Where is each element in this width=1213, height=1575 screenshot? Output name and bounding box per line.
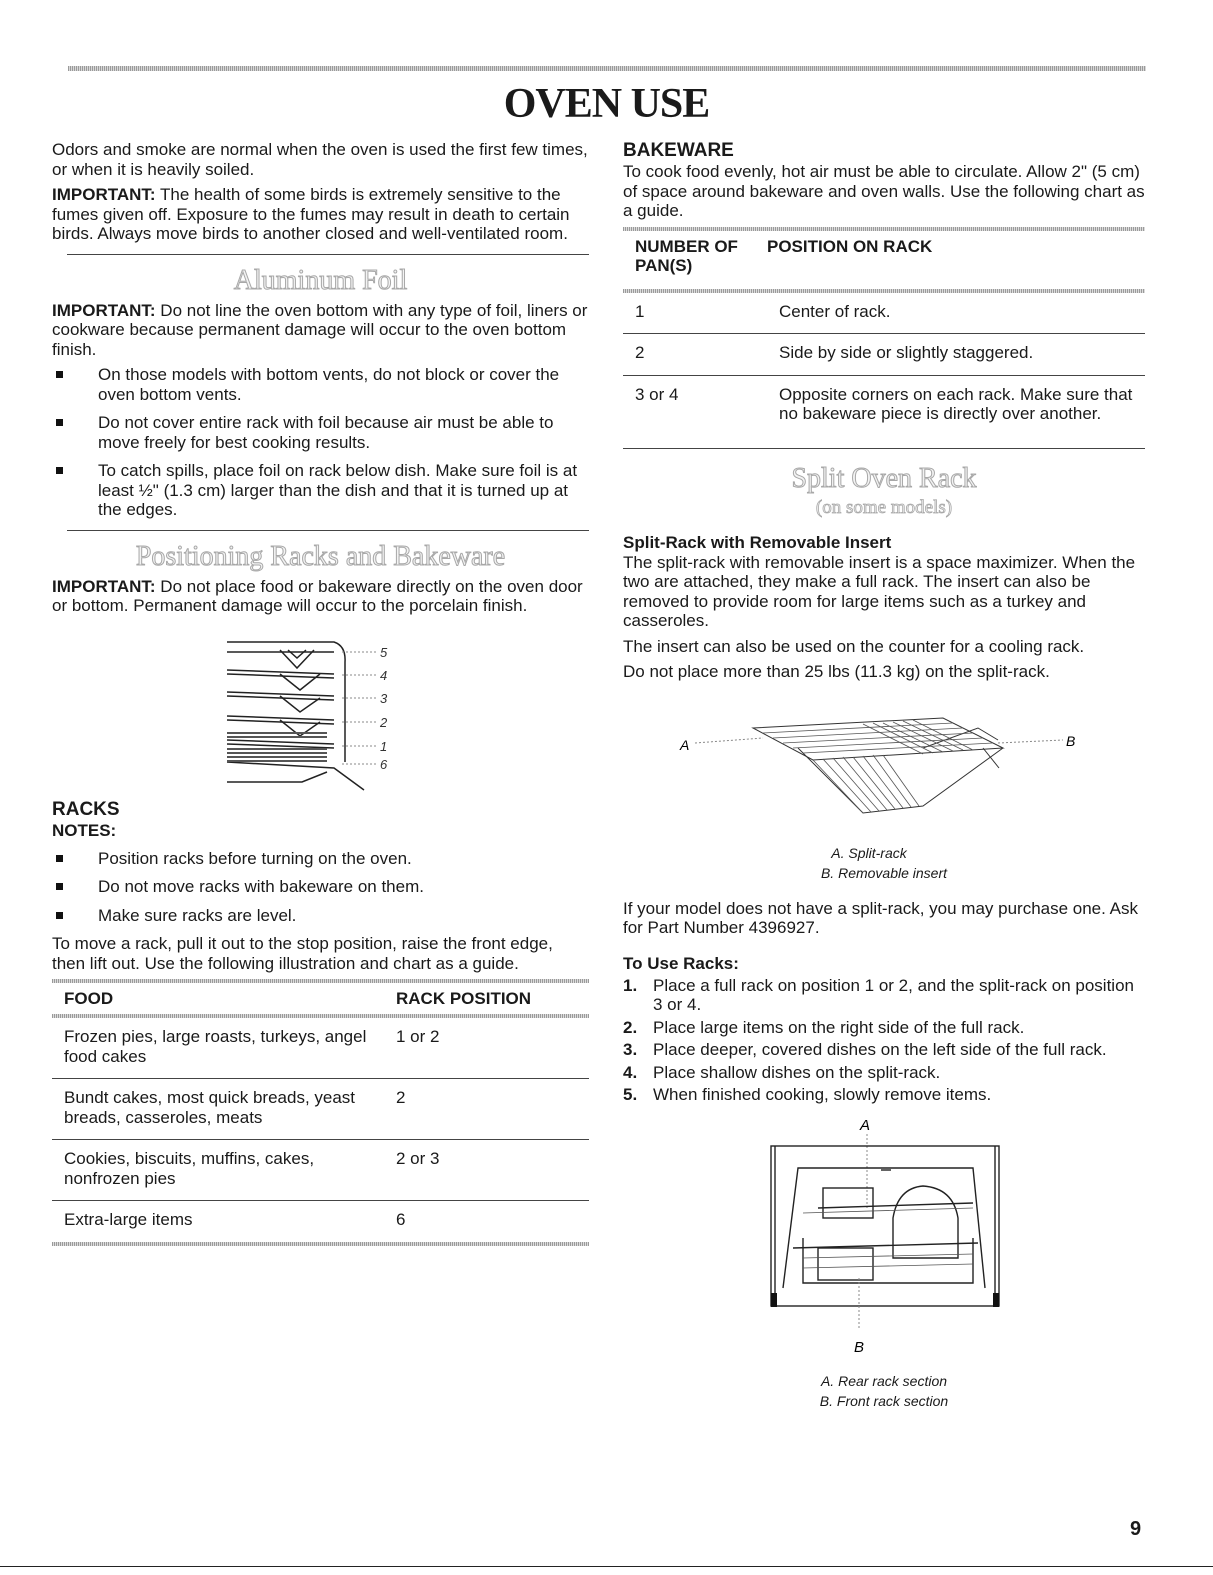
food-rack-table-body	[52, 1018, 589, 1242]
list-item	[52, 461, 589, 520]
use-racks-heading: To Use Racks:	[623, 953, 739, 973]
split-rack-p3: Do not place more than 25 lbs (11.3 kg) on the split-rack.	[623, 662, 1050, 681]
important-label: IMPORTANT:	[52, 576, 156, 596]
list-item	[52, 877, 589, 897]
bottom-rule	[0, 1566, 1213, 1567]
table-cell: 1	[623, 293, 767, 334]
table-cell: Opposite corners on each rack. Make sure that no bakeware piece is directly over another.	[767, 375, 1145, 448]
right-column	[623, 140, 1145, 1411]
foil-important	[52, 301, 589, 360]
rack-label: 4	[380, 667, 388, 683]
rack-label: 6	[380, 756, 388, 772]
step-number: 3.	[623, 1040, 638, 1059]
list-item-text: Position racks before turning on the oven.	[98, 848, 412, 868]
bullet-icon	[56, 371, 63, 378]
important-text: Do not place food or bakeware directly on the oven door or bottom. Permanent damage will occur to the porcelain finish.	[52, 576, 583, 615]
table-cell: 2	[384, 1079, 589, 1140]
figure-caption: A. Rear rack section	[820, 1372, 948, 1389]
list-item-text: Place deeper, covered dishes on the left side of the full rack.	[653, 1040, 1107, 1059]
split-rack-p2: The insert can also be used on the counter for a cooling rack.	[623, 636, 1085, 656]
table-cell: Frozen pies, large roasts, turkeys, angel food cakes	[52, 1018, 384, 1079]
important-label: IMPORTANT:	[52, 185, 156, 204]
list-item	[52, 849, 589, 869]
table-row	[52, 1201, 589, 1242]
positioning-title: Positioning Racks and Bakeware	[135, 540, 506, 572]
rack-position-illustration	[52, 622, 589, 794]
oven-interior-illustration	[623, 1108, 1145, 1358]
important-text: Do not line the oven bottom with any type of foil, liners or cookware because permanent damage will occur to the oven bottom finish.	[52, 300, 588, 359]
split-rack-subtitle: (on some models)	[815, 496, 953, 518]
step-number: 2.	[623, 1017, 638, 1037]
notes-heading: NOTES:	[52, 820, 117, 840]
table-cell: 1 or 2	[384, 1018, 589, 1079]
bullet-icon	[56, 419, 63, 426]
figure-label: B	[854, 1338, 865, 1356]
page-number: 9	[1130, 1518, 1142, 1540]
step-number: 5.	[623, 1085, 638, 1104]
section-divider	[67, 254, 589, 255]
table-cell: 3 or 4	[623, 375, 767, 448]
table-header-row	[623, 231, 1145, 281]
rack-label: 2	[380, 714, 388, 730]
table-cell: 2 or 3	[384, 1140, 589, 1201]
table-cell: Bundt cakes, most quick breads, yeast breads, casseroles, meats	[52, 1079, 384, 1140]
table-header: NUMBER OF PAN(S)	[635, 236, 738, 275]
table-bottom-rule	[52, 1242, 589, 1246]
table-cell: Cookies, biscuits, muffins, cakes, nonfrozen pies	[52, 1140, 384, 1201]
purchase-text: If your model does not have a split-rack, you may purchase one. Ask for Part Number 4396927.	[623, 898, 1138, 937]
figure-caption: B. Removable insert	[820, 864, 948, 881]
table-row	[52, 1140, 589, 1201]
split-rack-illustration	[623, 688, 1145, 838]
list-item	[52, 906, 589, 926]
figure-caption: A. Split-rack	[831, 844, 907, 861]
table-header-row	[52, 983, 589, 1014]
split-rack-p1: The split-rack with removable insert is a space maximizer. When the two are attached, they make a full rack. The insert can also be removed to provide room for large items such as a turkey and casseroles.	[623, 552, 1136, 630]
positioning-important	[52, 577, 589, 616]
bullet-icon	[56, 855, 63, 862]
bakeware-table-body	[623, 293, 1145, 449]
table-cell: Center of rack.	[767, 293, 1145, 334]
rack-label: 3	[380, 690, 388, 706]
figure-label: B	[1066, 732, 1076, 749]
use-racks-steps	[623, 976, 1145, 1105]
racks-instructions: To move a rack, pull it out to the stop position, raise the front edge, then lift out. Use the following illustration and chart as a guide.	[52, 934, 553, 973]
intro-paragraph: Odors and smoke are normal when the oven is used the first few times, or when it is heavily soiled.	[52, 140, 588, 179]
step-number: 1.	[623, 975, 638, 995]
important-label: IMPORTANT:	[52, 300, 156, 320]
bullet-icon	[56, 883, 63, 890]
figure-caption: B. Front rack section	[819, 1392, 949, 1409]
list-item-text: On those models with bottom vents, do not block or cover the oven bottom vents.	[98, 365, 560, 404]
list-item-text: Do not move racks with bakeware on them.	[98, 877, 424, 896]
table-row	[623, 334, 1145, 376]
list-item	[623, 1063, 1145, 1083]
aluminum-foil-title: Aluminum Foil	[233, 264, 408, 296]
page-title: OVEN USE	[503, 81, 710, 127]
list-item-text: Make sure racks are level.	[98, 905, 297, 925]
table-cell: 6	[396, 1210, 406, 1229]
list-item-text: Place shallow dishes on the split-rack.	[653, 1062, 941, 1082]
list-item-text: Place a full rack on position 1 or 2, and the split-rack on position 3 or 4.	[653, 975, 1134, 1014]
food-rack-table	[52, 983, 589, 1014]
left-column	[52, 140, 589, 1246]
table-header: POSITION ON RACK	[767, 236, 933, 256]
racks-heading: RACKS	[52, 798, 120, 820]
bakeware-table	[623, 231, 1145, 281]
list-item	[623, 1018, 1145, 1038]
rack-label: 1	[380, 738, 388, 754]
list-item	[623, 976, 1145, 1015]
foil-bullet-list	[52, 365, 589, 520]
list-item	[623, 1085, 1145, 1105]
figure-label: A	[860, 1116, 871, 1134]
intro-important	[52, 185, 589, 244]
bakeware-heading: BAKEWARE	[623, 140, 734, 161]
bullet-icon	[56, 912, 63, 919]
figure-label: A	[680, 736, 690, 753]
list-item-text: Do not cover entire rack with foil because air must be able to move freely for best cooking results.	[98, 413, 554, 452]
list-item	[52, 413, 589, 452]
table-row	[623, 293, 1145, 334]
table-cell: 2	[623, 334, 767, 376]
top-dotted-rule	[68, 66, 1146, 71]
split-rack-subheading: Split-Rack with Removable Insert	[623, 532, 892, 552]
table-row	[52, 1018, 589, 1079]
rack-label: 5	[380, 644, 388, 660]
important-text: The health of some birds is extremely sensitive to the fumes given off. Exposure to the fumes may result in death to certain birds. Always move birds to another closed and well-ventilated room.	[52, 185, 570, 243]
list-item	[623, 1040, 1145, 1060]
bakeware-text: To cook food evenly, hot air must be able to circulate. Allow 2" (5 cm) of space around bakeware and oven walls. Use the following chart as a guide.	[623, 162, 1145, 220]
table-cell: Side by side or slightly staggered.	[767, 334, 1145, 376]
step-number: 4.	[623, 1062, 638, 1082]
list-item	[52, 365, 589, 404]
table-row	[623, 375, 1145, 448]
list-item-text: To catch spills, place foil on rack below dish. Make sure foil is at least ½" (1.3 cm) larger than the dish and that it is turned up at the edges.	[98, 461, 578, 519]
bullet-icon	[56, 467, 63, 474]
split-rack-title: Split Oven Rack	[791, 462, 977, 494]
table-header: FOOD	[64, 989, 114, 1008]
list-item-text: Place large items on the right side of the full rack.	[653, 1017, 1025, 1037]
table-row	[52, 1079, 589, 1140]
list-item-text: When finished cooking, slowly remove items.	[653, 1085, 992, 1104]
table-cell: Extra-large items	[64, 1210, 193, 1229]
notes-list	[52, 849, 589, 926]
table-header: RACK POSITION	[396, 989, 532, 1008]
section-divider	[67, 530, 589, 531]
